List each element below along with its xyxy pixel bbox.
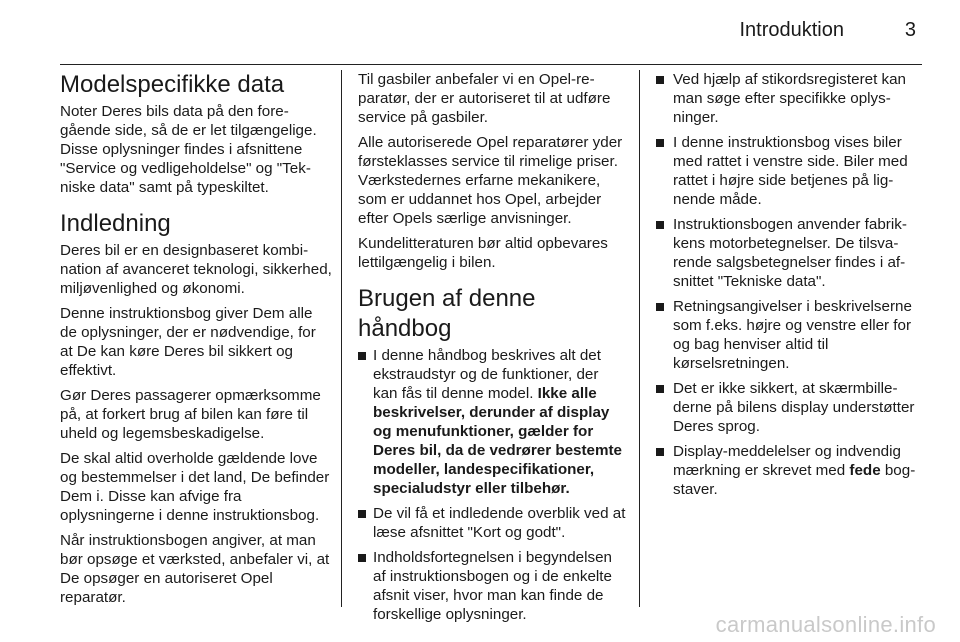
paragraph: Noter Deres bils data på den foregående side, så de er let tilgængelige. Disse oplysninger findes i afsnittene "Service og vedligeholdelse" og "Tekniske data" samt på typeskiltet.	[60, 103, 317, 196]
column-divider	[639, 70, 640, 607]
list-item	[656, 442, 926, 499]
list-item	[656, 215, 926, 291]
list-item-text: Display-meddelelser og indvendig mærkning er skrevet med	[673, 443, 901, 479]
list-item	[358, 548, 626, 624]
list-item-text: Det er ikke sikkert, at skærmbillederne på bilens display understøtter Deres sprog.	[673, 380, 915, 435]
paragraph: Denne instruktionsbog giver Dem alle de oplysninger, der er nødvendige, for at De kan køre Deres bil sikkert og effektivt.	[60, 305, 316, 379]
paragraph: Kundelitteraturen bør altid opbevares lettilgængelig i bilen.	[358, 235, 608, 271]
list-item-text: Ved hjælp af stikordsregisteret kan man søge efter specifikke oplysninger.	[673, 71, 906, 126]
list-item-bold-text: Ikke alle beskrivelser, derunder af display og menufunktioner, gælder for Deres bil, da de vedrører bestemte modeller, landespecifikationer, specialudstyr eller tilbehør.	[373, 385, 623, 497]
paragraph: Alle autoriserede Opel reparatører yder førsteklasses service til rimelige priser. Værkstedernes erfarne mekanikere, som er uddannet hos Opel, arbejder efter Opels særlige anvisninger.	[358, 134, 623, 227]
square-bullet-icon	[656, 448, 664, 456]
square-bullet-icon	[358, 510, 366, 518]
list-item-text: I denne instruktionsbog vises biler med rattet i venstre side. Biler med rattet i højre side betjenes på lignende måde.	[673, 134, 908, 208]
square-bullet-icon	[656, 303, 664, 311]
square-bullet-icon	[656, 385, 664, 393]
column-right	[656, 70, 926, 505]
running-title: Introduktion	[739, 19, 844, 41]
square-bullet-icon	[656, 76, 664, 84]
section-heading: Brugen af denne håndbog	[358, 285, 536, 342]
square-bullet-icon	[358, 352, 366, 360]
section-heading: Indledning	[60, 210, 171, 237]
column-left	[60, 70, 332, 613]
list-item	[358, 346, 626, 498]
page-number: 3	[904, 19, 916, 41]
list-item-text: Retningsangivelser i beskrivelserne som f.eks. højre og venstre eller for og bag henviser altid til kørselsretningen.	[673, 298, 912, 372]
paragraph: Gør Deres passagerer opmærksomme på, at forkert brug af bilen kan føre til uheld og legemsbeskadigelse.	[60, 387, 321, 442]
bullet-list	[358, 346, 626, 624]
list-item-text: bogstaver.	[673, 462, 916, 498]
square-bullet-icon	[358, 554, 366, 562]
list-item	[656, 70, 926, 127]
list-item	[358, 504, 626, 542]
column-divider	[341, 70, 342, 607]
list-item-text: Instruktionsbogen anvender fabrikkens motorbetegnelser. De tilsvarende salgsbetegnelser findes i afsnittet "Tekniske data".	[673, 216, 907, 290]
page-header	[0, 0, 960, 64]
paragraph: De skal altid overholde gældende love og bestemmelser i det land, De befinder Dem i. Disse kan afvige fra oplysningerne i denne instruktionsbog.	[60, 450, 330, 524]
paragraph: Til gasbiler anbefaler vi en Opel-reparatør, der er autoriseret til at udføre service på gasbiler.	[358, 71, 611, 126]
square-bullet-icon	[656, 221, 664, 229]
paragraph: Deres bil er en designbaseret kombination af avanceret teknologi, sikkerhed, miljøvenlighed og økonomi.	[60, 242, 332, 297]
list-item-text: Indholdsfortegnelsen i begyndelsen af instruktionsbogen og i de enkelte afsnit viser, hvor man kan finde de forskellige oplysninger.	[373, 549, 612, 623]
column-middle	[358, 70, 626, 630]
list-item-text: I denne håndbog beskrives alt det ekstraudstyr og de funktioner, der kan fås til denne model.	[373, 347, 601, 402]
bullet-list	[656, 70, 926, 499]
list-item-text: De vil få et indledende overblik ved at læse afsnittet "Kort og godt".	[373, 505, 626, 541]
watermark: carmanualsonline.info	[715, 612, 936, 637]
square-bullet-icon	[656, 139, 664, 147]
paragraph: Når instruktionsbogen angiver, at man bør opsøge et værksted, anbefaler vi, at De opsøger en autoriseret Opel reparatør.	[60, 532, 330, 606]
list-item	[656, 379, 926, 436]
list-item	[656, 133, 926, 209]
list-item	[656, 297, 926, 373]
header-divider	[60, 64, 922, 65]
list-item-bold-text: fede	[849, 462, 881, 479]
section-heading: Modelspecifikke data	[60, 71, 285, 98]
